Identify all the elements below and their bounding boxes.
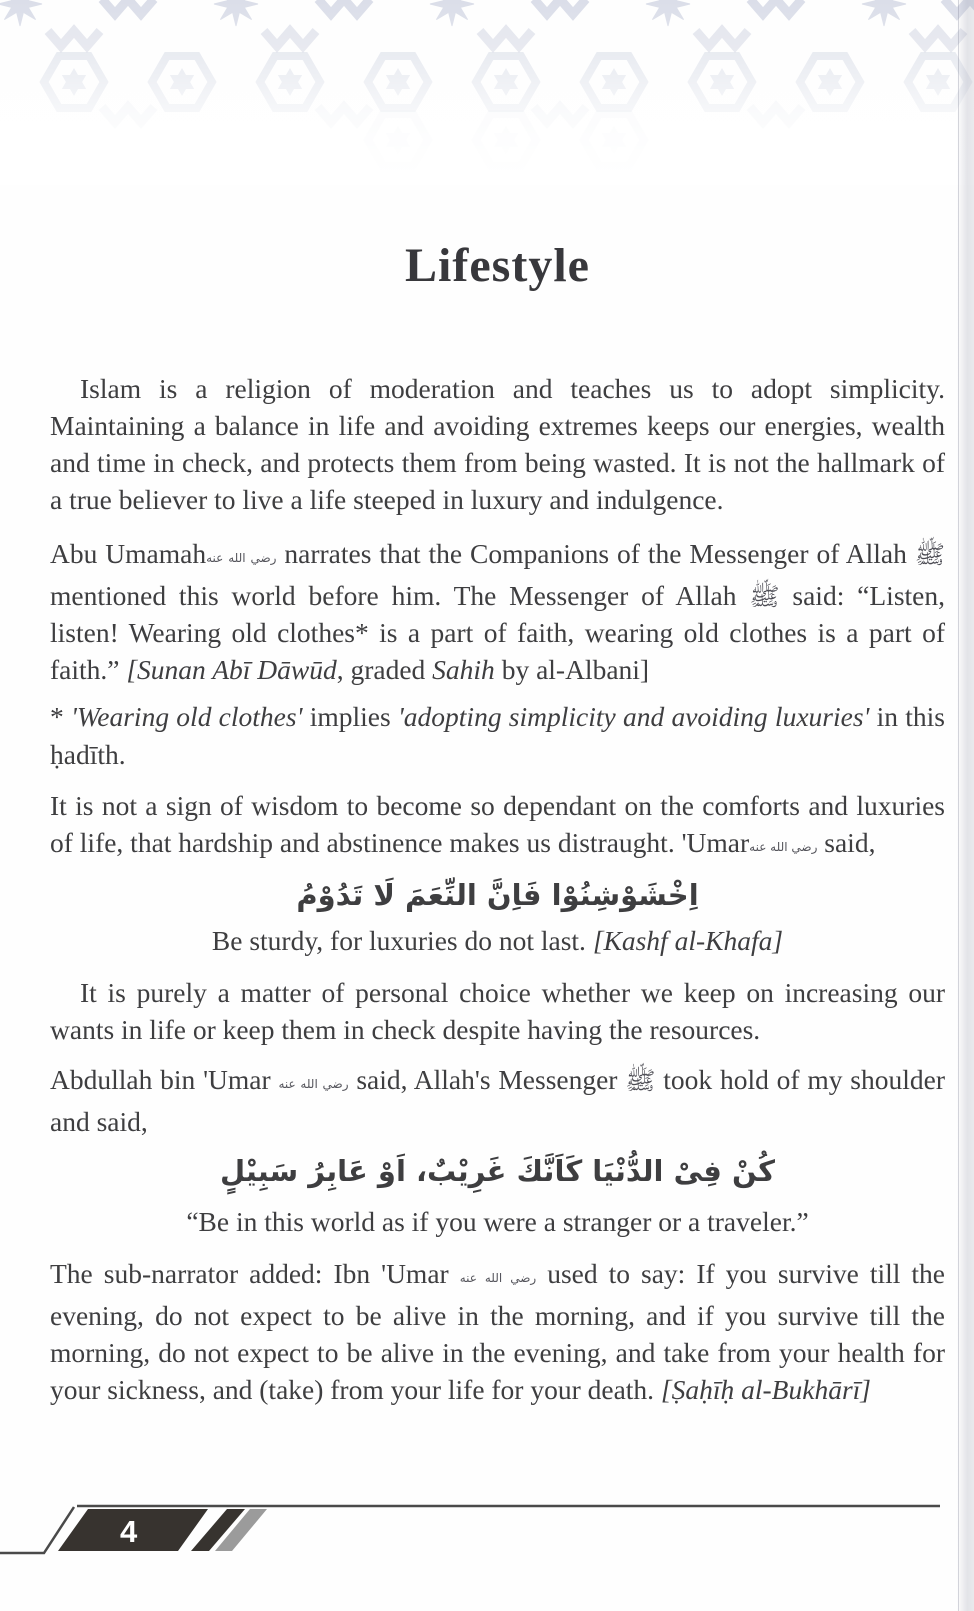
text-segment: Abu Umamah (50, 538, 207, 569)
arabic-quote-1 (50, 871, 945, 919)
arabic-quote-2 (50, 1147, 945, 1195)
honorific-mark: ﷺ (749, 582, 780, 611)
text-segment: Sahih (432, 654, 495, 685)
text-segment: Islam is a religion of moderation and teaches us to adopt simplicity. Maintaining a balance in life and avoiding extremes keeps our energies, wealth and time in check, and protects them from being wasted. It is not the hallmark of a true believer to live a life steeped in luxury and indulgence. (50, 373, 945, 515)
paragraph-intro (50, 370, 945, 518)
paragraph-wisdom (50, 787, 945, 866)
text-segment: “Be in this world as if you were a stranger or a traveler.” (186, 1206, 809, 1237)
text-segment: [Ṣaḥīḥ al-Bukhārī] (660, 1374, 871, 1405)
text-segment: Abdullah bin 'Umar (50, 1064, 279, 1095)
text-segment: The sub-narrator added: Ibn 'Umar (50, 1258, 460, 1289)
text-segment: used to say: If you survive till the evening, do not expect to be alive in the morning, and if you survive till the morning, do not expect to be alive in the evening, and take from your health for your sickness, and (take) from your life for your death. (50, 1258, 946, 1405)
text-segment: by al-Albani] (494, 654, 650, 685)
text-segment: [Kashf al-Khafa] (592, 925, 784, 956)
page-title: Lifestyle (405, 239, 590, 292)
paragraph-abdullah-bin-umar (50, 1061, 945, 1140)
text-segment: , graded (336, 654, 433, 685)
honorific-mark: ﷺ (625, 1066, 656, 1095)
text-segment: said: “Listen, listen! Wearing old clothes* is a part of faith, wearing old clothes is a part of faith.” (50, 580, 945, 685)
text-segment: * (50, 701, 71, 732)
page-number: 4 (120, 1514, 138, 1549)
page-edge-shadow (957, 0, 974, 1611)
paragraph-sub-narrator (50, 1255, 945, 1408)
translation-quote-2 (50, 1203, 945, 1240)
honorific-mark: رضي الله عنه (459, 1271, 537, 1285)
honorific-mark: رضي الله عنه (206, 551, 277, 565)
honorific-mark: رضي الله عنه (749, 840, 818, 854)
footer-ornament (0, 1494, 974, 1564)
text-segment: 'Wearing old clothes' (71, 701, 303, 732)
paragraph-abu-umamah-hadith (50, 535, 945, 688)
text-segment: said, Allah's Messenger (348, 1064, 626, 1095)
text-segment: اِخْشَوْشِنُوْا فَاِنَّ النِّعَمَ لَا تَدُوْمُ (296, 878, 699, 912)
page-content (50, 0, 945, 1408)
text-segment: implies (302, 701, 398, 732)
text-segment: [Sunan Abī Dāwūd (126, 654, 337, 685)
text-segment: said, (817, 827, 876, 858)
honorific-mark: رضي الله عنه (278, 1077, 349, 1091)
paragraph-footnote (50, 698, 945, 774)
text-segment: Be sturdy, for luxuries do not last. (211, 925, 593, 956)
text-segment: 'adopting simplicity and avoiding luxuries' (397, 701, 870, 732)
text-segment: took hold of my shoulder and said, (50, 1064, 945, 1137)
paragraph-personal-choice (50, 974, 945, 1048)
text-segment: كُنْ فِىْ الدُّنْيَا كَاَنَّكَ غَرِيْبٌ، اَوْ عَابِرُ سَبِيْلٍ (220, 1154, 775, 1188)
text-segment: narrates that the Companions of the Messenger of Allah (276, 538, 915, 569)
text-segment: in this ḥadīth. (50, 701, 946, 770)
page-edge-line (958, 0, 959, 1611)
honorific-mark: ﷺ (914, 540, 945, 569)
text-segment: It is not a sign of wisdom to become so dependant on the comforts and luxuries of life, that hardship and abstinence makes us distraught. 'Umar (50, 790, 945, 858)
translation-quote-1 (50, 922, 945, 959)
text-segment: It is purely a matter of personal choice whether we keep on increasing our wants in life or keep them in check despite having the resources. (50, 977, 945, 1045)
text-segment: mentioned this world before him. The Messenger of Allah (50, 580, 750, 611)
